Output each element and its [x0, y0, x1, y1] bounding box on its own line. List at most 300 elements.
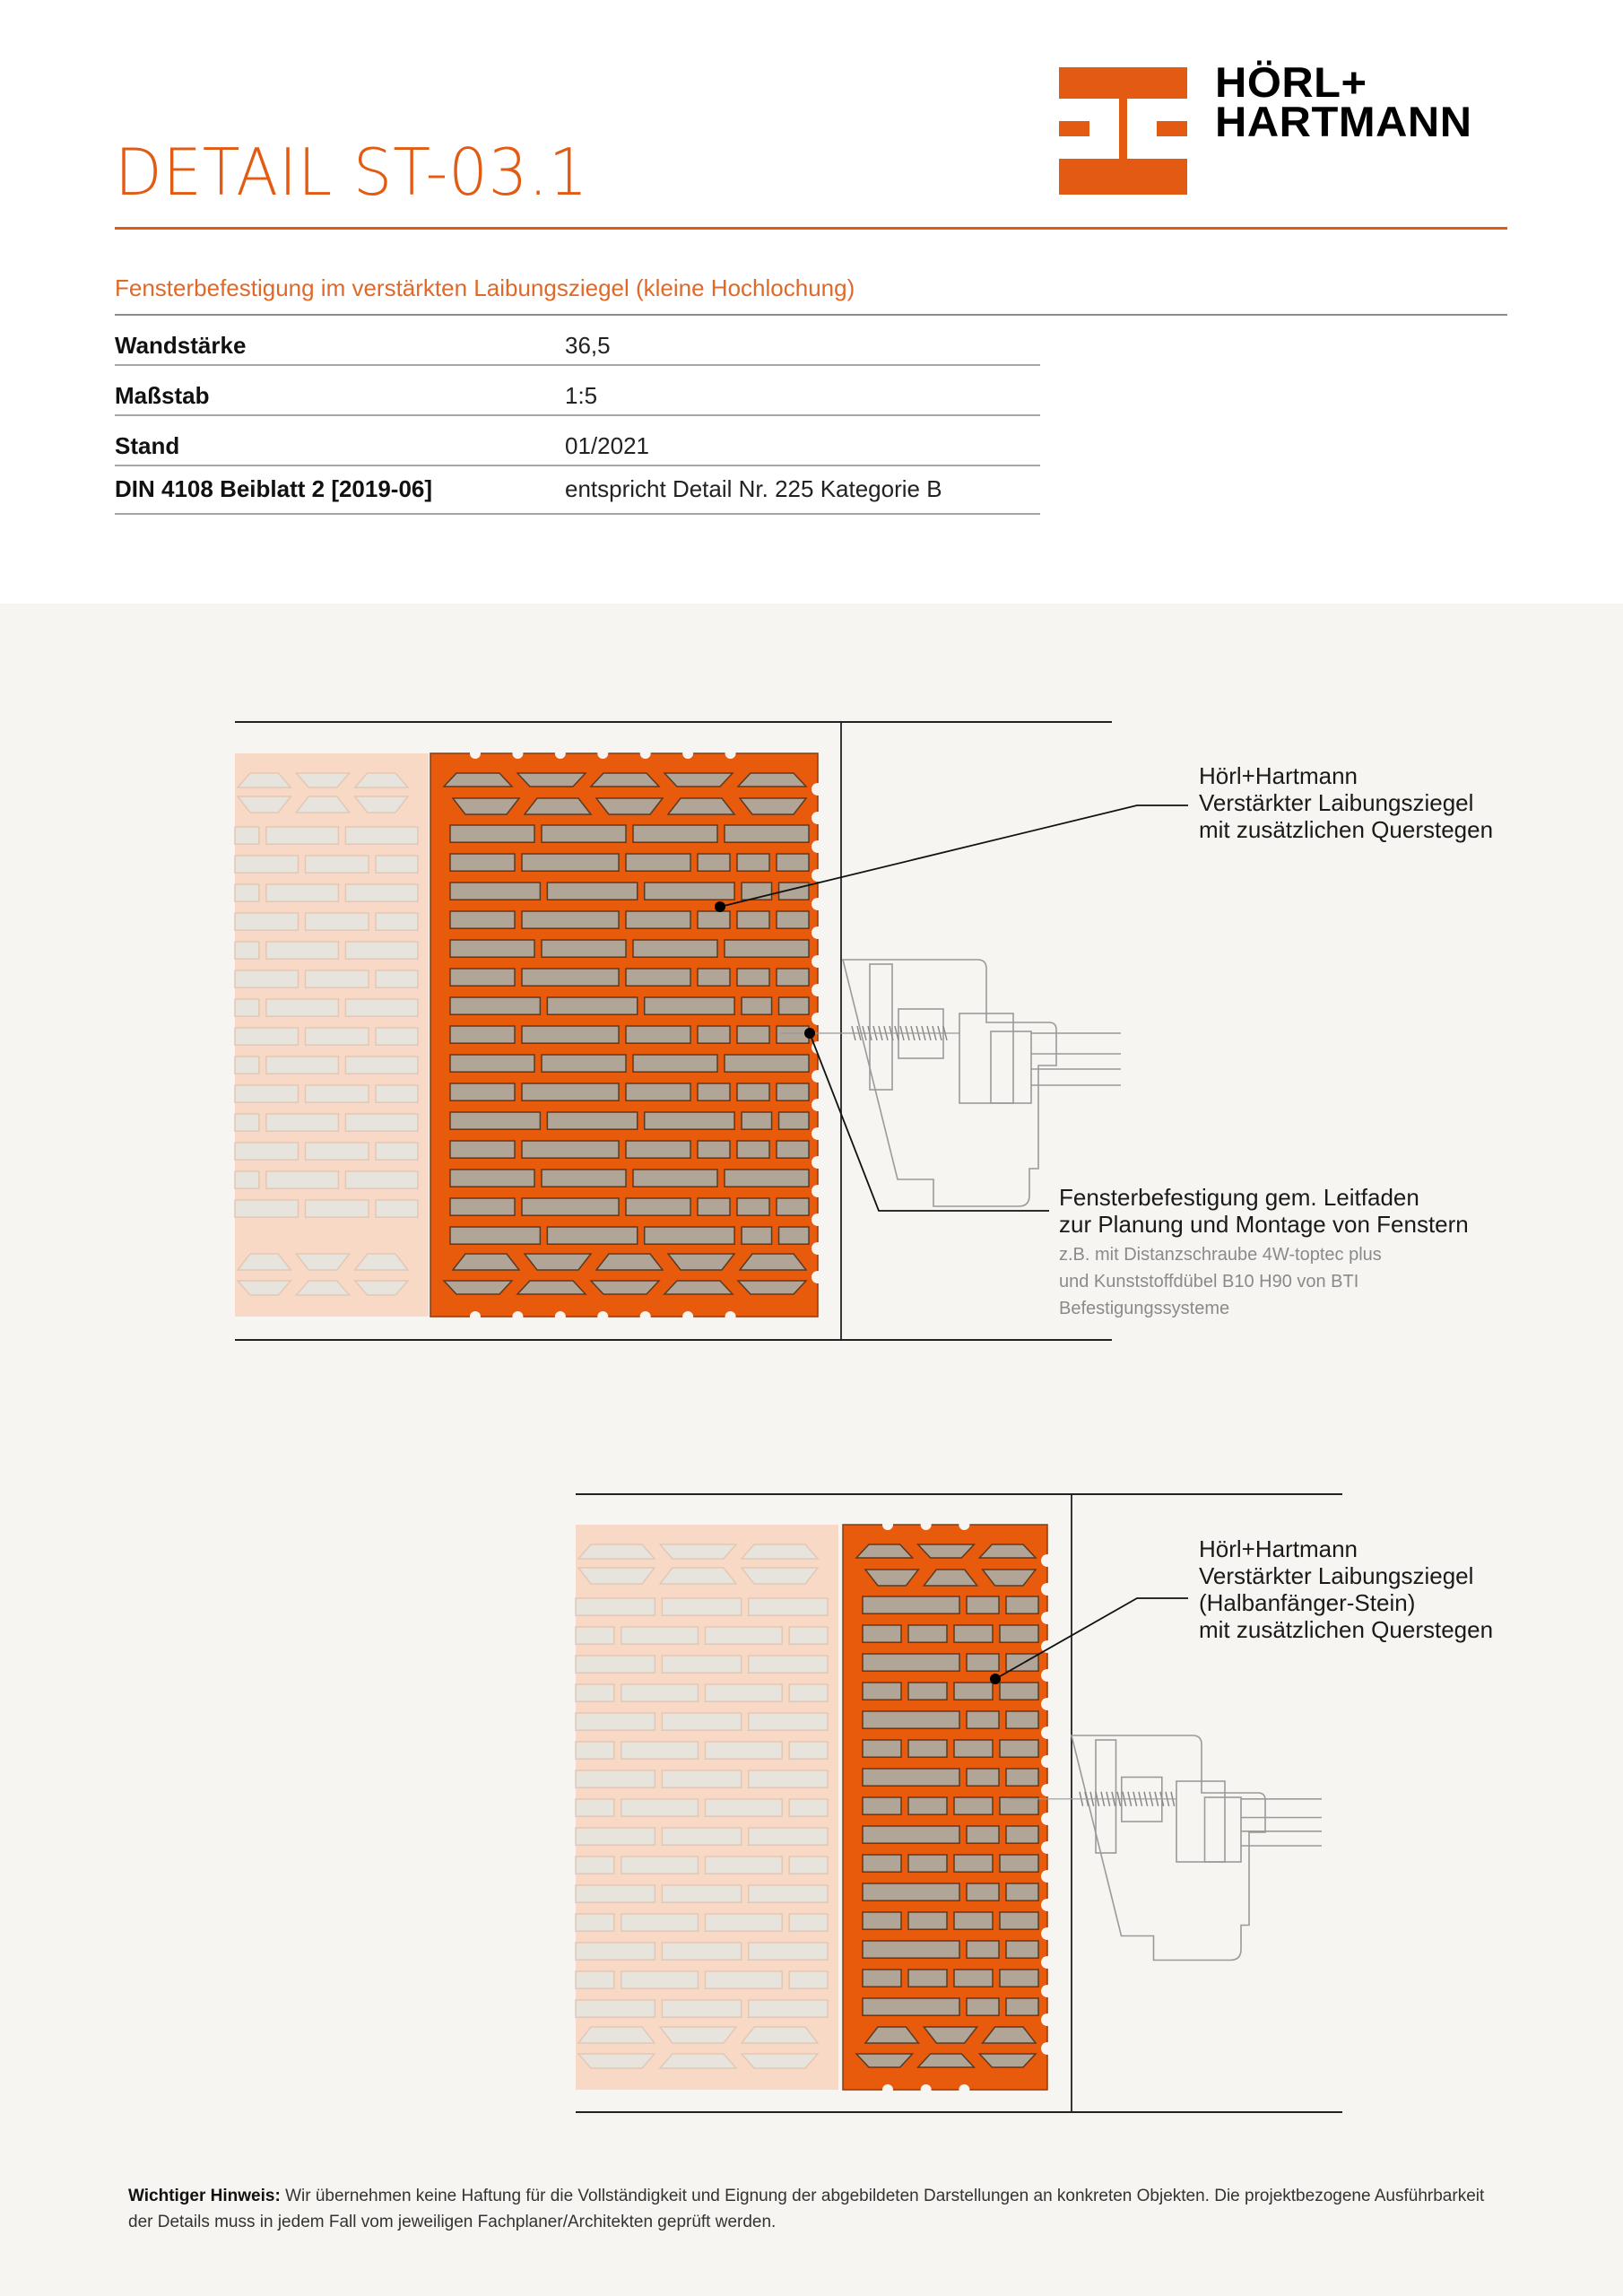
brick-hole	[547, 1227, 637, 1244]
ghost-brick-hole	[345, 827, 418, 844]
callout-line: mit zusätzlichen Querstegen	[1199, 816, 1494, 843]
brick-hole	[547, 883, 637, 900]
brick-hole	[954, 1855, 993, 1872]
brick-hole	[1006, 1941, 1038, 1958]
ghost-brick-hole	[576, 1828, 655, 1845]
brick-edge-notch	[1041, 1841, 1054, 1854]
ghost-brick-hole	[376, 1085, 418, 1102]
brick-hole	[626, 854, 690, 871]
ghost-brick-hole	[662, 1885, 741, 1902]
window-frame-profile	[843, 960, 1056, 1206]
brick-hole	[967, 1941, 999, 1958]
brick-edge-notch	[1041, 1554, 1054, 1567]
brick-hole	[1000, 1797, 1038, 1814]
brick-hole-trapezoid	[664, 773, 733, 787]
brick-hole	[450, 854, 515, 871]
brick-hole	[633, 825, 717, 842]
ghost-brick-hole	[306, 1200, 369, 1217]
brick-hole	[863, 1654, 959, 1671]
brick-hole	[1006, 1998, 1038, 2015]
brick-top-notch	[555, 748, 566, 759]
ghost-brick-hole	[749, 1770, 828, 1787]
ghost-brick-hole	[235, 1028, 299, 1045]
brick-hole-trapezoid	[742, 2027, 818, 2043]
brick-hole	[954, 1797, 993, 1814]
brick-hole	[863, 1596, 959, 1613]
brick-hole	[633, 1170, 717, 1187]
ghost-brick-hole	[576, 1684, 614, 1701]
brick-edge-notch	[812, 955, 824, 968]
brick-hole	[522, 1026, 619, 1043]
brick-hole	[954, 1970, 993, 1987]
brick-hole	[450, 883, 540, 900]
brick-hole	[1006, 1711, 1038, 1728]
ghost-brick-hole	[376, 856, 418, 873]
ghost-brick-hole	[576, 1943, 655, 1960]
ghost-brick-hole	[266, 942, 339, 959]
ghost-brick-hole	[662, 1828, 741, 1845]
brick-hole-trapezoid	[444, 1281, 512, 1294]
callout-line: Fensterbefestigung gem. Leitfaden	[1059, 1184, 1419, 1211]
brick-edge-notch	[812, 783, 824, 796]
brick-hole	[777, 1141, 809, 1158]
brick-hole	[777, 854, 809, 871]
note-line: Befestigungssysteme	[1059, 1299, 1230, 1318]
ghost-brick-hole	[749, 1885, 828, 1902]
brick-hole	[725, 1055, 809, 1072]
ghost-brick-hole	[235, 1143, 299, 1160]
brick-hole-trapezoid	[596, 798, 663, 814]
ghost-brick-hole	[789, 1742, 828, 1759]
callout-line: (Halbanfänger-Stein)	[1199, 1589, 1416, 1616]
brick-hole	[863, 1769, 959, 1786]
brick-hole	[542, 940, 626, 957]
note-line: z.B. mit Distanzschraube 4W-toptec plus	[1059, 1245, 1382, 1265]
brick-hole	[645, 997, 734, 1014]
brick-hole	[737, 854, 769, 871]
brick-hole	[908, 1855, 947, 1872]
brick-edge-notch	[1041, 1813, 1054, 1825]
brick-edge-notch	[812, 926, 824, 939]
brick-hole	[450, 1112, 540, 1129]
brick-edge-notch	[1041, 2042, 1054, 2055]
brick-edge-notch	[1041, 1899, 1054, 1911]
brick-edge-notch	[812, 812, 824, 824]
brick-hole	[542, 1170, 626, 1187]
brick-edge-notch	[1041, 1985, 1054, 1997]
brick-hole	[1000, 1855, 1038, 1872]
ghost-brick-hole	[789, 1799, 828, 1816]
ghost-brick-hole	[576, 1857, 614, 1874]
brick-hole	[542, 825, 626, 842]
ghost-brick-hole	[266, 1057, 339, 1074]
ghost-brick-hole	[749, 1828, 828, 1845]
brick-edge-notch	[1041, 1698, 1054, 1710]
brick-hole	[737, 911, 769, 928]
ghost-brick-hole	[266, 827, 339, 844]
ghost-brick-hole	[345, 942, 418, 959]
leader-dot	[804, 1028, 815, 1039]
brick-hole-trapezoid	[525, 1254, 591, 1270]
brick-edge-notch	[812, 1013, 824, 1025]
brick-hole-trapezoid	[668, 798, 734, 814]
brick-edge-notch	[812, 1185, 824, 1197]
callout-fixing	[1059, 1184, 1469, 1238]
brick-hole	[626, 1198, 690, 1215]
brick-edge-notch	[1041, 1755, 1054, 1768]
brick-hole	[725, 1170, 809, 1187]
brick-hole-trapezoid	[453, 798, 519, 814]
brick-edge-notch	[812, 840, 824, 853]
brick-hole	[626, 969, 690, 986]
brick-hole	[626, 1026, 690, 1043]
brick-bottom-notch	[682, 1311, 693, 1322]
ghost-brick-hole	[621, 1684, 699, 1701]
leader-dot	[990, 1674, 1001, 1684]
ghost-brick-hole	[789, 1914, 828, 1931]
brick-hole	[547, 1112, 637, 1129]
brick-top-notch	[882, 1519, 893, 1530]
brick-hole	[863, 1998, 959, 2015]
brick-bottom-notch	[555, 1311, 566, 1322]
brick-top-notch	[470, 748, 481, 759]
ghost-brick-hole	[306, 913, 369, 930]
brick-edge-notch	[812, 1242, 824, 1255]
spec-value: 36,5	[565, 332, 611, 359]
brick-hole	[863, 1826, 959, 1843]
ghost-brick-hole	[749, 1656, 828, 1673]
brick-hole	[863, 1912, 901, 1929]
ghost-brick-hole	[706, 1914, 783, 1931]
spec-value: 1:5	[565, 382, 598, 409]
brick-hole	[450, 911, 515, 928]
brick-hole	[450, 940, 534, 957]
ghost-brick-hole	[576, 1713, 655, 1730]
brick-bottom-notch	[921, 2084, 932, 2095]
ghost-brick-hole	[235, 1114, 259, 1131]
brick-hole	[779, 1227, 809, 1244]
brick-hole	[863, 1855, 901, 1872]
brick-hole	[863, 1970, 901, 1987]
disclaimer	[128, 2183, 1509, 2235]
brick-edge-notch	[812, 1271, 824, 1283]
ghost-brick-hole	[662, 1770, 741, 1787]
brick-hole	[547, 997, 637, 1014]
brick-hole	[863, 1797, 901, 1814]
brick-hole	[633, 1055, 717, 1072]
brick-hole	[954, 1683, 993, 1700]
brick-hole	[698, 911, 730, 928]
brick-hole	[967, 1998, 999, 2015]
brick-hole	[522, 1198, 619, 1215]
disclaimer-text: Wir übernehmen keine Haftung für die Vollständigkeit und Eignung der abgebildeten Darstellungen an konkreten Objekten. Die projektbezogene Ausführbarkeit der Details muss in jedem Fall vom jeweiligen Fachplaner/Architekten geprüft werden.	[128, 2187, 1485, 2231]
ghost-brick-hole	[376, 1143, 418, 1160]
brick-hole	[1000, 1625, 1038, 1642]
brick-edge-notch	[812, 1156, 824, 1169]
brick-hole	[542, 1055, 626, 1072]
brick-hole	[698, 1083, 730, 1100]
brick-edge-notch	[812, 984, 824, 996]
ghost-brick-hole	[576, 1742, 614, 1759]
brick-hole	[450, 1083, 515, 1100]
ghost-brick-hole	[789, 1627, 828, 1644]
ghost-brick-hole	[576, 1627, 614, 1644]
spec-label: Maßstab	[115, 382, 210, 409]
ghost-brick-hole	[706, 1742, 783, 1759]
brick-top-notch	[597, 748, 608, 759]
brick-hole-trapezoid	[517, 773, 586, 787]
ghost-brick-hole	[235, 913, 299, 930]
ghost-brick-hole	[789, 1971, 828, 1988]
brick-hole-trapezoid	[740, 1254, 806, 1270]
brick-hole-trapezoid	[738, 1281, 806, 1294]
brick-edge-notch	[812, 1099, 824, 1111]
ghost-brick-hole	[345, 1171, 418, 1188]
brick-hole-trapezoid	[578, 1544, 655, 1559]
brick-hole	[908, 1797, 947, 1814]
ghost-brick-hole	[376, 970, 418, 987]
ghost-brick-hole	[266, 1171, 339, 1188]
brick-hole	[522, 1141, 619, 1158]
ghost-brick-hole	[235, 1085, 299, 1102]
ghost-brick-hole	[662, 1656, 741, 1673]
brick-hole-trapezoid	[578, 1568, 655, 1584]
brick-hole-trapezoid	[742, 2054, 818, 2068]
ghost-brick-hole	[266, 884, 339, 901]
brick-hole	[450, 969, 515, 986]
ghost-brick-hole	[621, 1799, 699, 1816]
brick-bottom-notch	[512, 1311, 523, 1322]
detail-drawing-1	[235, 722, 1188, 1340]
brick-hole	[742, 1227, 771, 1244]
ghost-brick-hole	[266, 1114, 339, 1131]
brick-hole	[863, 1883, 959, 1900]
page-title: DETAIL ST-03.1	[115, 135, 589, 210]
brick-hole	[777, 911, 809, 928]
brick-bottom-notch	[725, 1311, 736, 1322]
ghost-brick-hole	[621, 1742, 699, 1759]
ghost-brick-hole	[706, 1799, 783, 1816]
brick-edge-notch	[1041, 1669, 1054, 1682]
brick-hole	[863, 1711, 959, 1728]
ghost-brick-hole	[789, 1684, 828, 1701]
callout-brick-1	[1199, 762, 1493, 843]
brick-hole	[626, 1141, 690, 1158]
brick-hole-trapezoid	[738, 773, 806, 787]
brick-hole-trapezoid	[453, 1254, 519, 1270]
brick-hole	[863, 1625, 901, 1642]
ghost-brick-hole	[621, 1627, 699, 1644]
brick-top-notch	[682, 748, 693, 759]
brick-hole	[954, 1740, 993, 1757]
brick-edge-notch	[812, 1127, 824, 1140]
brick-hole	[450, 997, 540, 1014]
spec-label: Wandstärke	[115, 332, 247, 359]
brick-hole-trapezoid	[660, 1568, 736, 1584]
brick-hole	[522, 854, 619, 871]
spec-label: Stand	[115, 432, 180, 459]
ghost-brick-hole	[706, 1971, 783, 1988]
brick-hole	[954, 1912, 993, 1929]
ghost-brick-hole	[576, 1799, 614, 1816]
ghost-brick-hole	[662, 1598, 741, 1615]
brick-hole	[698, 1198, 730, 1215]
brick-hole-trapezoid	[591, 773, 659, 787]
callout-line: zur Planung und Montage von Fenstern	[1059, 1211, 1469, 1238]
ghost-brick-hole	[621, 1914, 699, 1931]
brick-hole-trapezoid	[591, 1281, 659, 1294]
brick-edge-notch	[1041, 1612, 1054, 1624]
ghost-brick-hole	[749, 2000, 828, 2017]
spec-value: entspricht Detail Nr. 225 Kategorie B	[565, 475, 942, 502]
callout-line: Hörl+Hartmann	[1199, 762, 1358, 789]
brick-hole	[967, 1883, 999, 1900]
brick-hole	[1000, 1970, 1038, 1987]
brick-hole	[737, 1026, 769, 1043]
ghost-brick-hole	[376, 1200, 418, 1217]
disclaimer-label: Wichtiger Hinweis:	[128, 2187, 281, 2205]
brick-hole	[450, 1198, 515, 1215]
brick-edge-notch	[1041, 1927, 1054, 1940]
brick-edge-notch	[812, 869, 824, 882]
brick-edge-notch	[812, 1213, 824, 1226]
ghost-brick-hole	[345, 1057, 418, 1074]
ghost-brick-hole	[235, 827, 259, 844]
brick-hole	[1006, 1826, 1038, 1843]
note-line: und Kunststoffdübel B10 H90 von BTI	[1059, 1272, 1359, 1292]
ghost-brick-hole	[749, 1598, 828, 1615]
brick-hole	[742, 997, 771, 1014]
ghost-brick-hole	[662, 1943, 741, 1960]
brick-hole-trapezoid	[664, 1281, 733, 1294]
brick-hole	[908, 1625, 947, 1642]
brick-hole	[908, 1970, 947, 1987]
brick-hole-trapezoid	[525, 798, 591, 814]
ghost-brick-hole	[576, 1656, 655, 1673]
brick-edge-notch	[1041, 1870, 1054, 1883]
subtitle: Fensterbefestigung im verstärkten Laibungsziegel (kleine Hochlochung)	[115, 274, 855, 301]
brick-hole-trapezoid	[444, 773, 512, 787]
brick-hole-trapezoid	[578, 2027, 655, 2043]
ghost-brick-hole	[706, 1684, 783, 1701]
brick-hole	[1006, 1883, 1038, 1900]
ghost-brick-hole	[662, 2000, 741, 2017]
brick-edge-notch	[1041, 1784, 1054, 1796]
brick-hole	[522, 969, 619, 986]
callout-fixing-note	[1059, 1241, 1382, 1322]
brick-hole	[522, 1083, 619, 1100]
brick-hole	[908, 1683, 947, 1700]
ghost-brick-hole	[235, 884, 259, 901]
brick-hole-trapezoid	[660, 1544, 736, 1559]
ghost-brick-hole	[706, 1857, 783, 1874]
ghost-brick-hole	[576, 1885, 655, 1902]
callout-line: Verstärkter Laibungsziegel	[1199, 789, 1474, 816]
spec-label: DIN 4108 Beiblatt 2 [2019-06]	[115, 475, 433, 502]
ghost-brick-hole	[306, 856, 369, 873]
brick-hole	[777, 1026, 809, 1043]
brick-hole	[777, 1083, 809, 1100]
ghost-brick-hole	[376, 1028, 418, 1045]
window-frame-profile	[1072, 1735, 1265, 1961]
ghost-brick-hole	[345, 999, 418, 1016]
brick-hole-trapezoid	[660, 2027, 736, 2043]
brick-hole	[737, 1198, 769, 1215]
ghost-brick-hole	[576, 1914, 614, 1931]
brick-hole	[777, 969, 809, 986]
brick-hole-trapezoid	[668, 1254, 734, 1270]
brick-hole	[698, 1026, 730, 1043]
brick-hole	[1006, 1596, 1038, 1613]
brick-edge-notch	[1041, 1583, 1054, 1596]
ghost-brick-hole	[621, 1857, 699, 1874]
brick-edge-notch	[1041, 1726, 1054, 1739]
brick-edge-notch	[1041, 2013, 1054, 2026]
brick-hole	[626, 1083, 690, 1100]
ghost-brick-hole	[235, 1171, 259, 1188]
brick-hole	[1000, 1740, 1038, 1757]
ghost-brick-hole	[576, 1971, 614, 1988]
brick-hole	[450, 1055, 534, 1072]
brick-hole	[1006, 1769, 1038, 1786]
brick-hole	[737, 1141, 769, 1158]
brick-hole	[698, 1141, 730, 1158]
ghost-brick-hole	[266, 999, 339, 1016]
brick-hole	[863, 1683, 901, 1700]
ghost-brick-hole	[306, 970, 369, 987]
brick-hole	[698, 969, 730, 986]
brick-hole	[1000, 1683, 1038, 1700]
ghost-brick-hole	[235, 999, 259, 1016]
brick-top-notch	[959, 1519, 969, 1530]
ghost-brick-hole	[749, 1713, 828, 1730]
brick-hole-trapezoid	[660, 2054, 736, 2068]
ghost-brick-hole	[376, 913, 418, 930]
brick-edge-notch	[1041, 1956, 1054, 1969]
brick-hole	[967, 1826, 999, 1843]
brick-hole	[742, 1112, 771, 1129]
callout-line: Verstärkter Laibungsziegel	[1199, 1562, 1474, 1589]
ghost-brick-hole	[235, 1200, 299, 1217]
brick-hole	[626, 911, 690, 928]
brick-hole	[450, 1170, 534, 1187]
brick-top-notch	[921, 1519, 932, 1530]
brick-hole	[1000, 1912, 1038, 1929]
ghost-brick-hole	[789, 1857, 828, 1874]
brick-hole	[967, 1654, 999, 1671]
callout-brick-2	[1199, 1535, 1493, 1643]
brick-hole	[954, 1625, 993, 1642]
ghost-brick-hole	[706, 1627, 783, 1644]
ghost-brick-hole	[235, 942, 259, 959]
brick-bottom-notch	[882, 2084, 893, 2095]
brick-hole	[737, 1083, 769, 1100]
ghost-brick-hole	[235, 1057, 259, 1074]
brick-hole-trapezoid	[596, 1254, 663, 1270]
brick-hole	[908, 1912, 947, 1929]
brick-bottom-notch	[640, 1311, 651, 1322]
ghost-brick-hole	[345, 1114, 418, 1131]
brick-top-notch	[512, 748, 523, 759]
brick-hole	[725, 825, 809, 842]
brick-top-notch	[725, 748, 736, 759]
brick-hole	[967, 1769, 999, 1786]
ghost-brick-hole	[621, 1971, 699, 1988]
ghost-brick-hole	[749, 1943, 828, 1960]
brick-hole-trapezoid	[517, 1281, 586, 1294]
spec-value: 01/2021	[565, 432, 649, 459]
brick-hole	[645, 1112, 734, 1129]
